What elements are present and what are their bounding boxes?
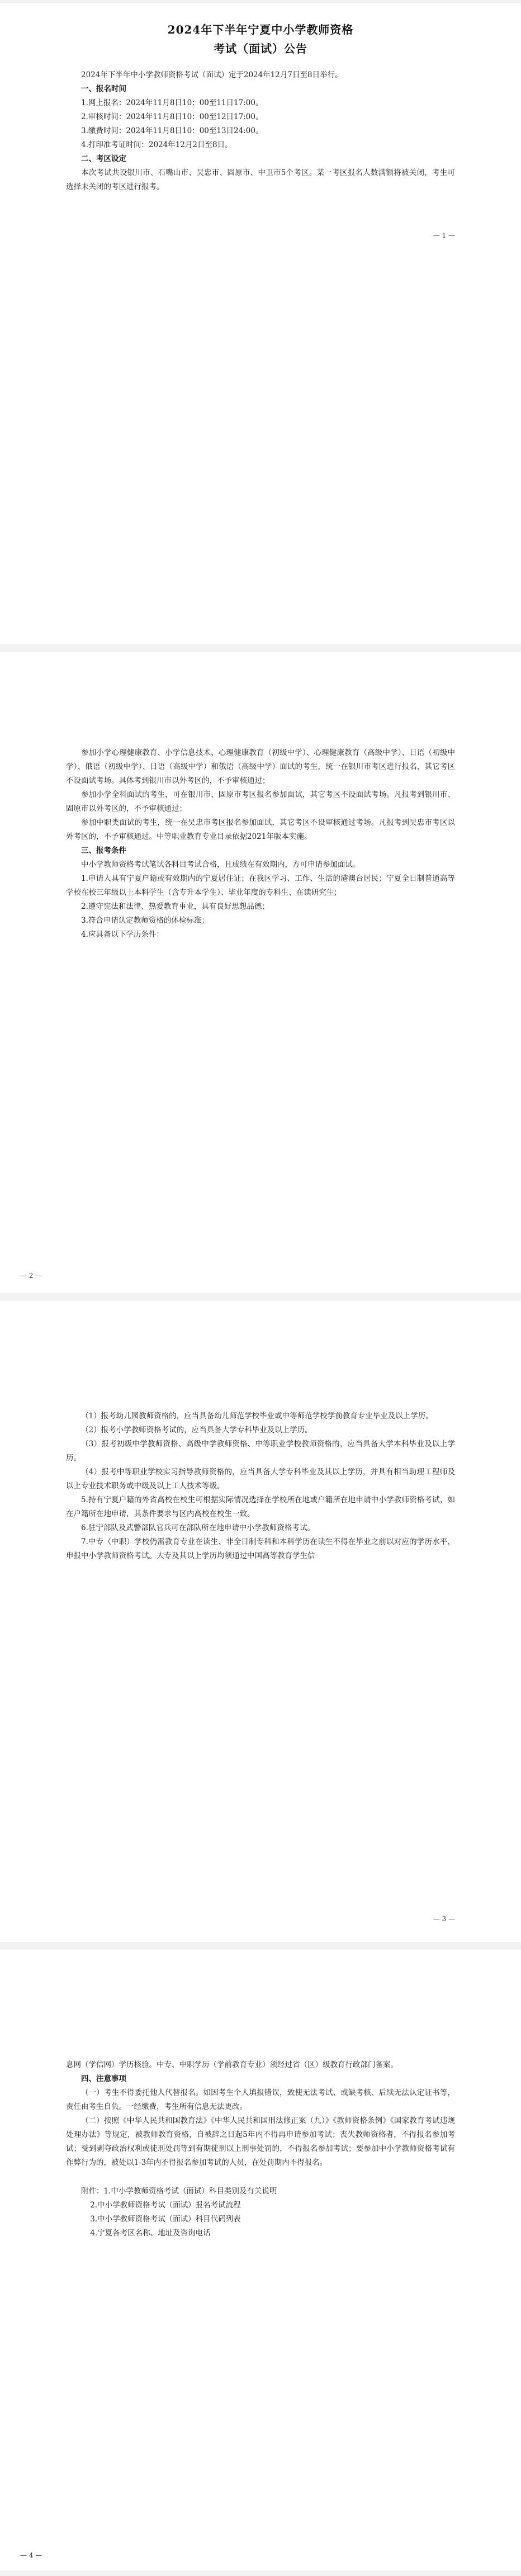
condition-item-7: 7.中专（中职）学校仍需教育专业在读生、非全日制专科和本科学历在读生不得在毕业之前以对应的学历水平，申报中小学教师资格考试。大专及其以上学历均须通过中国高等教育学生信 <box>66 1537 455 1560</box>
document-page-2 <box>0 652 521 1293</box>
section-heading-3: 三、报考条件 <box>81 846 126 855</box>
attachment-item-2: 2.中小学教师资格考试（面试）报名考试流程 <box>90 2201 241 2210</box>
spacer-before-attachments <box>66 2170 455 2185</box>
title-line-2: 考试（面试）公告 <box>214 42 307 55</box>
exam-area-paragraph: 本次考试共设银川市、石嘴山市、吴忠市、固原市、中卫市5个考区。某一考区报名人数满额将被关闭，考生可选择未关闭的考区进行报考。 <box>66 168 455 191</box>
attachment-heading: 附件：1.中小学教师资格考试（面试）科目类别及有关说明 <box>81 2187 277 2196</box>
page-number-1: — 1 — <box>433 232 455 239</box>
spacer-top-2 <box>66 2044 455 2058</box>
signup-item-1: 1.网上报名：2024年11月8日10：00至11日17:00。 <box>81 98 263 107</box>
spacer-top-2 <box>66 1395 455 1409</box>
intro-paragraph: 2024年下半年中小学教师资格考试（面试）定于2024年12月7日至8日举行。 <box>81 70 343 79</box>
page-number-2: — 2 — <box>20 1272 42 1280</box>
signup-item-4: 4.打印准考证时间：2024年12月2日至8日。 <box>81 140 233 149</box>
degree-item-1: （1）报考幼儿园教师资格的，应当具备幼儿师范学校毕业或中等师范学校学前教育专业毕业及以上学历。 <box>81 1412 433 1421</box>
notice-item-1: （一）考生不得委托他人代替报名。如因考生个人填报错误，致使无法考试、或缺考核、后续无法认定证书等，责任由考生自负。一经缴费，考生所有信息无法更改。 <box>66 2088 455 2111</box>
page2-para-3: 参加中职类面试的考生，统一在吴忠市考区报名参加面试，其它考区不设审核通过考场。凡报考到吴忠市考区以外考区的，不予审核通过。中等职业教育专业目录依据2021年版本实施。 <box>66 818 455 841</box>
page-title <box>66 20 455 58</box>
document-page-4 <box>0 1950 521 2570</box>
spacer-top <box>66 1311 455 1395</box>
title-line-1: 2024年下半年宁夏中小学教师资格 <box>167 23 354 36</box>
document-page-3 <box>0 1301 521 1942</box>
spacer-top <box>66 662 455 746</box>
condition-item-3: 3.符合申请认定教师资格的体检标准； <box>81 916 209 925</box>
page-number-3: — 3 — <box>433 1915 455 1923</box>
section-heading-1: 一、报名时间 <box>81 84 126 93</box>
signup-item-2: 2.审核时间：2024年11月8日10：00至12日17:00。 <box>81 112 263 121</box>
attachment-list <box>66 2185 455 2240</box>
document-page-1 <box>0 3 521 644</box>
page4-continued-paragraph: 息网（学信网）学历核验。中专、中职学历（学前教育专业）须经过省（区）级教育行政部门备案。 <box>66 2060 398 2069</box>
page-number-4: — 4 — <box>20 2551 42 2559</box>
condition-item-6: 6.驻宁部队及武警部队官兵可在部队所在地申请中小学教师资格考试。 <box>81 1523 315 1532</box>
signup-item-3: 3.缴费时间：2024年11月8日10：00至13日24:00。 <box>81 126 263 135</box>
section3-intro: 中小学教师资格考试笔试各科目考试合格，且成绩在有效期内，方可申请参加面试。 <box>81 860 361 869</box>
condition-item-4: 4.应具备以下学历条件： <box>81 930 164 939</box>
degree-item-2: （2）报考小学教师资格考试的，应当具备大学专科毕业及以上学历。 <box>81 1426 312 1435</box>
notice-item-2: （二）按照《中华人民共和国教育法》《中华人民共和国刑法修正案（九）》《教师资格条例》《国家教育考试违规处理办法》等规定，被教师教育资格，自被辞之日起5年内不得再申请参加考试；丧失教师资格者，不得报名参加考试；受到剥夺政治权利或徒刑处罚等到有期徒刑以上刑事处罚的，不得报名参加考试；要参加中小学教师资格考试有作弊行为的，被处以1-3年内不得报名参加考试的人员，在处罚期内不得报名。 <box>66 2116 455 2167</box>
section-heading-2: 二、考区设定 <box>81 154 126 163</box>
page2-para-1: 参加小学心理健康教育、小学信息技术、心理健康教育（初级中学）、心理健康教育（高级中学）、日语（初级中学）、俄语（初级中学）、日语（高级中学）和俄语（高级中学）面试的考生，统一在银川市考区进行报名，其它考区不设面试考场。具体考到银川市以外考区的，不予审核通过； <box>66 748 455 785</box>
page2-para-2: 参加小学全科面试的考生，可在银川市、固原市考区报名参加面试，其它考区不设面试考场。凡报考到银川市、固原市以外考区的，不予审核通过； <box>66 790 455 813</box>
condition-item-1: 1.申请人具有宁夏户籍或有效期内的宁夏居住证；在我区学习、工作、生活的港澳台居民；宁夏全日制普通高等学校在校三年级以上本科学生（含专升本学生）、毕业年度的专科生、在读研究生； <box>66 874 455 897</box>
degree-item-3: （3）报考初级中学教师资格、高级中学教师资格、中等职业学校教师资格的，应当具备大学本科毕业及以上学历。 <box>66 1440 455 1462</box>
attachment-item-3: 3.中小学教师资格考试（面试）科目代码列表 <box>90 2215 241 2224</box>
section-heading-4: 四、注意事项 <box>81 2074 126 2083</box>
spacer-top <box>66 1960 455 2044</box>
spacer <box>66 62 455 68</box>
condition-item-2: 2.遵守宪法和法律、热爱教育事业，具有良好思想品德； <box>81 902 269 911</box>
degree-item-4: （4）报考中等职业学校实习指导教师资格的，应当具备大学专科毕业及其以上学历，并具有相当助理工程师及以上专业技术职务或中级及以上工人技术等级。 <box>66 1468 455 1490</box>
attachment-item-4: 4.宁夏各考区名称、地址及咨询电话 <box>90 2229 211 2238</box>
condition-item-5: 5.持有宁夏户籍的外省高校在校生可根据实际情况选择在学校所在地或户籍所在地申请中小学教师资格考试，如在户籍所在地申请，其条件要求与区内高校在校生一致。 <box>66 1495 455 1518</box>
